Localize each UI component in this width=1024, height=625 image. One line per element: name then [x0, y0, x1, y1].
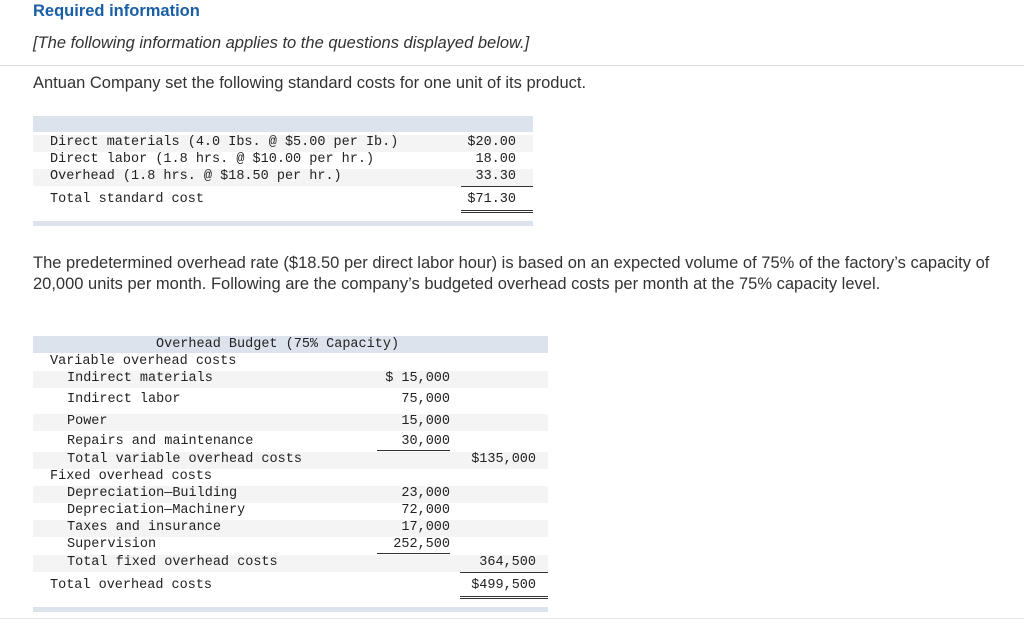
- grand-total-label: Total overhead costs: [50, 578, 213, 593]
- item-label: Supervision: [67, 537, 157, 552]
- table-row: [33, 486, 548, 503]
- table-row: [33, 520, 548, 537]
- fixed-total-amount: 364,500: [479, 555, 536, 570]
- subtotal-underline: [377, 553, 450, 554]
- cost-label: Direct materials (4.0 Ibs. @ $5.00 per Ib.): [50, 135, 399, 150]
- cost-label: Overhead (1.8 hrs. @ $18.50 per hr.): [50, 169, 342, 184]
- variable-heading: Variable overhead costs: [50, 354, 237, 369]
- overhead-budget-heading: Overhead Budget (75% Capacity): [156, 337, 400, 352]
- total-row: [33, 578, 548, 595]
- item-amount: 15,000: [401, 414, 450, 429]
- applies-note: [The following information applies to the questions displayed below.]: [33, 34, 530, 52]
- fixed-total-label: Total fixed overhead costs: [67, 555, 278, 570]
- table-row: [33, 503, 548, 520]
- total-double-underline: [460, 596, 548, 597]
- variable-total-amount: $135,000: [471, 452, 536, 467]
- total-row: [33, 192, 533, 209]
- cost-amount: 18.00: [475, 152, 516, 167]
- section-heading-row: [33, 354, 548, 371]
- item-label: Power: [67, 414, 108, 429]
- table-header-bar: [33, 116, 533, 132]
- table-row: [33, 434, 548, 451]
- item-label: Depreciation—Machinery: [67, 503, 246, 518]
- item-label: Indirect materials: [67, 371, 213, 386]
- item-amount: $ 15,000: [385, 371, 450, 386]
- table-row: [33, 371, 548, 388]
- item-label: Taxes and insurance: [67, 520, 221, 535]
- item-label: Indirect labor: [67, 392, 181, 407]
- total-label: Total standard cost: [50, 192, 204, 207]
- standard-cost-table: [33, 116, 533, 226]
- overhead-rate-paragraph: The predetermined overhead rate ($18.50 per direct labor hour) is based on an expected volume of 75% of the factory’s capacity of 20,000 units per month. Following are the company’s budgeted overhead costs per month at the 75% capacity level.: [33, 254, 990, 293]
- item-amount: 252,500: [393, 537, 450, 552]
- table-row: [33, 537, 548, 554]
- fixed-heading: Fixed overhead costs: [50, 469, 213, 484]
- total-double-underline: [461, 212, 533, 213]
- cost-amount: 33.30: [475, 169, 516, 184]
- intro-text: Antuan Company set the following standard costs for one unit of its product.: [33, 74, 587, 92]
- item-amount: 75,000: [401, 392, 450, 407]
- grand-total-amount: $499,500: [471, 578, 536, 593]
- total-double-underline: [461, 210, 533, 211]
- item-label: Depreciation—Building: [67, 486, 238, 501]
- subtotal-underline: [377, 450, 450, 451]
- page-bottom-divider: [0, 618, 1024, 619]
- subtotal-row: [33, 555, 548, 572]
- cost-label: Direct labor (1.8 hrs. @ $10.00 per hr.): [50, 152, 375, 167]
- subtotal-underline: [460, 572, 548, 573]
- table-row: [33, 152, 533, 169]
- table-row: [33, 392, 548, 409]
- item-amount: 17,000: [401, 520, 450, 535]
- subtotal-row: [33, 452, 548, 469]
- item-label: Repairs and maintenance: [67, 434, 254, 449]
- variable-total-label: Total variable overhead costs: [67, 452, 302, 467]
- total-double-underline: [460, 598, 548, 599]
- subtotal-underline: [461, 186, 533, 187]
- overhead-budget-table: [33, 336, 548, 612]
- table-footer-bar: [33, 607, 548, 612]
- required-information-title: Required information: [33, 2, 200, 20]
- section-heading-row: [33, 469, 548, 486]
- item-amount: 72,000: [401, 503, 450, 518]
- cost-amount: $20.00: [467, 135, 516, 150]
- total-amount: $71.30: [467, 192, 516, 207]
- item-amount: 30,000: [401, 434, 450, 449]
- header-divider: [0, 65, 1024, 66]
- table-row: [33, 414, 548, 431]
- item-amount: 23,000: [401, 486, 450, 501]
- table-footer-bar: [33, 221, 533, 226]
- table-header-bar: [33, 336, 548, 353]
- table-row: [33, 169, 533, 186]
- table-row: [33, 135, 533, 152]
